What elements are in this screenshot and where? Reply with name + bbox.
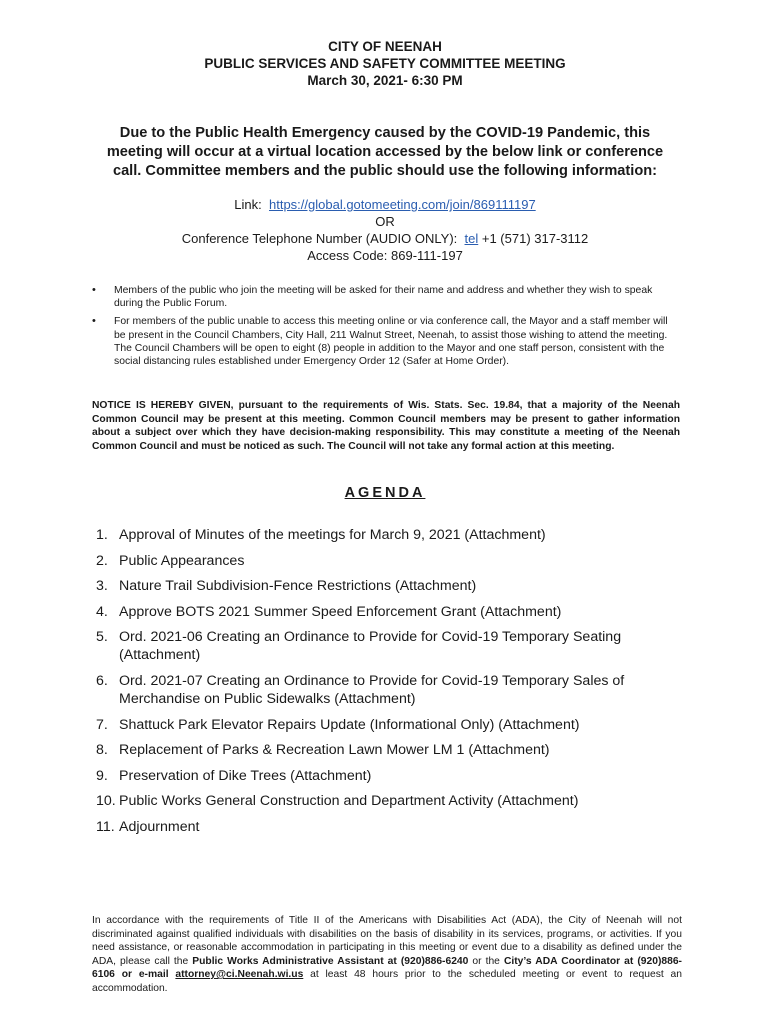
bullet-icon: • xyxy=(92,315,96,328)
agenda-item-text: Ord. 2021-07 Creating an Ordinance to Provide for Covid-19 Temporary Sales of Merchandise on Public Sidewalks (Attachment) xyxy=(119,672,625,707)
legal-notice: NOTICE IS HEREBY GIVEN, pursuant to the requirements of Wis. Stats. Sec. 19.84, that a majority of the Neenah Common Council may be present at this meeting. Common Council members may be present to gather information about a subject over which they have decision-making responsibility. This may constitute a meeting of the Neenah Common Council and must be noticed as such. The Council will not take any formal action at this meeting. xyxy=(92,400,680,452)
tel-link[interactable]: tel xyxy=(464,231,479,246)
emergency-line-3: call. Committee members and the public should use the following information: xyxy=(112,163,658,179)
public-instructions-list xyxy=(92,284,682,373)
agenda-item-text: Approval of Minutes of the meetings for March 9, 2021 (Attachment) xyxy=(119,527,546,543)
ada-text-part-1: In accordance with the requirements of Title II of the Americans with Disabilities Act (ADA), the City of Neenah will not discriminated against qualified individuals with disabilities on the basis of disability in its services, programs, or activities. If you need assistance, or reasonable accommodation in participating in this meeting or event due to a disability as defined under the ADA, please call the xyxy=(92,915,682,967)
agenda-item-text: Replacement of Parks & Recreation Lawn Mower LM 1 (Attachment) xyxy=(119,742,550,759)
agenda-item xyxy=(96,818,696,836)
agenda-item xyxy=(96,792,696,810)
or-separator: OR xyxy=(375,214,395,229)
access-code: Access Code: 869-111-197 xyxy=(307,248,463,263)
agenda-item xyxy=(96,628,696,664)
link-line xyxy=(0,196,770,213)
agenda-item-number: 10. xyxy=(96,793,116,810)
ada-text-part-3: at least 48 hours prior to the scheduled meeting or event to request an accommodation. xyxy=(92,969,682,994)
agenda-item xyxy=(96,767,696,785)
emergency-line-2: meeting will occur at a virtual location accessed by the below link or conference xyxy=(106,144,664,160)
agenda-item xyxy=(96,552,696,570)
agenda-item-number: 11. xyxy=(96,818,115,835)
access-info xyxy=(0,196,770,264)
emergency-statement xyxy=(95,124,675,181)
agenda-item-number: 9. xyxy=(96,767,108,784)
agenda-item-text: Approve BOTS 2021 Summer Speed Enforcement Grant (Attachment) xyxy=(119,603,562,620)
agenda-list xyxy=(96,526,696,844)
ada-statement xyxy=(92,914,682,995)
agenda-item-number: 4. xyxy=(96,603,108,620)
agenda-item xyxy=(96,526,696,544)
bullet-text: Members of the public who join the meeting will be asked for their name and address and whether they wish to speak during the Public Forum. xyxy=(114,285,653,310)
phone-label: Conference Telephone Number (AUDIO ONLY): xyxy=(181,231,458,246)
agenda-item-number: 2. xyxy=(96,552,108,569)
bullet-icon: • xyxy=(92,284,96,296)
agenda-item xyxy=(96,741,696,759)
phone-number: +1 (571) 317-3112 xyxy=(481,231,589,246)
agenda-item xyxy=(96,603,696,621)
ada-coordinator-contact: City’s ADA Coordinator at (920)886-6106 or e-mail xyxy=(92,955,682,980)
list-item xyxy=(92,315,682,368)
agenda-item-text: Public Works General Construction and Department Activity (Attachment) xyxy=(119,793,579,810)
agenda-item xyxy=(96,672,696,708)
link-label: Link: xyxy=(234,197,262,212)
meeting-date: March 30, 2021- 6:30 PM xyxy=(307,73,463,88)
meeting-link[interactable]: https://global.gotomeeting.com/join/869111197 xyxy=(269,197,536,212)
phone-line xyxy=(0,230,770,247)
ada-text-part-2: or the xyxy=(468,955,504,967)
agenda-item-number: 1. xyxy=(96,527,108,543)
agenda-item-number: 7. xyxy=(96,716,108,733)
agenda-item-text: Shattuck Park Elevator Repairs Update (Informational Only) (Attachment) xyxy=(119,716,580,733)
ada-email-link[interactable]: attorney@ci.Neenah.wi.us xyxy=(175,969,304,980)
committee-name: PUBLIC SERVICES AND SAFETY COMMITTEE MEETING xyxy=(204,56,566,71)
agenda-item-text: Adjournment xyxy=(119,818,200,835)
list-item xyxy=(92,284,682,310)
agenda-item-number: 5. xyxy=(96,629,108,646)
agenda-item-text: Public Appearances xyxy=(119,552,245,569)
city-name: CITY OF NEENAH xyxy=(328,39,442,54)
bullet-text: For members of the public unable to access this meeting online or via conference call, the Mayor and a staff member will be present in the Council Chambers, City Hall, 211 Walnut Street, Neenah, to assist those wishing to attend the meeting. The Council Chambers will be open to eight (8) people in addition to the Mayor and one staff person, consistent with the social distancing rules established under Emergency Order 12 (Safer at Home Order). xyxy=(114,316,668,368)
agenda-item-number: 8. xyxy=(96,742,108,759)
agenda-item-text: Preservation of Dike Trees (Attachment) xyxy=(119,767,372,784)
agenda-item-text: Ord. 2021-06 Creating an Ordinance to Provide for Covid-19 Temporary Seating (Attachment) xyxy=(119,629,622,664)
emergency-line-1: Due to the Public Health Emergency caused by the COVID-19 Pandemic, this xyxy=(119,125,651,141)
agenda-title: AGENDA xyxy=(344,485,426,501)
meeting-header xyxy=(0,38,770,89)
agenda-item xyxy=(96,716,696,734)
ada-admin-contact: Public Works Administrative Assistant at (920)886-6240 xyxy=(192,955,469,967)
agenda-item-text: Nature Trail Subdivision-Fence Restrictions (Attachment) xyxy=(119,578,477,595)
agenda-item-number: 3. xyxy=(96,578,108,595)
agenda-item xyxy=(96,577,696,595)
agenda-item-number: 6. xyxy=(96,672,108,689)
